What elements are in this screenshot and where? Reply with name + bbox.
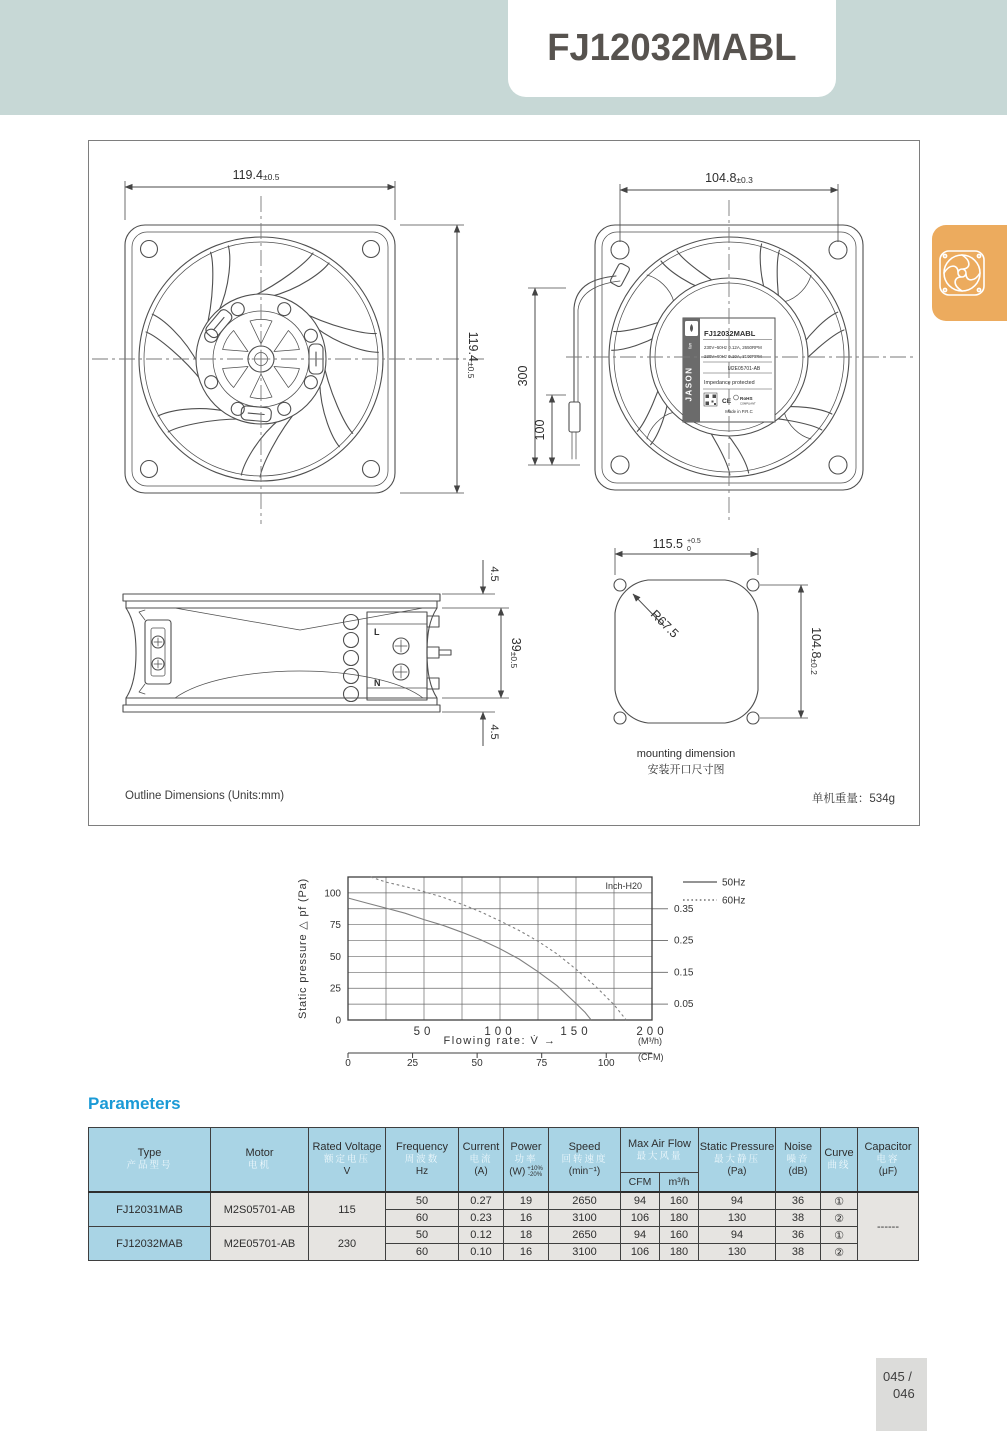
mounting-width-tol-upper: +0.5 xyxy=(687,538,701,545)
cell-static-pressure: 94 xyxy=(699,1227,776,1244)
mounting-width-dimension xyxy=(615,537,758,575)
svg-text:(M³/h): (M³/h) xyxy=(638,1036,662,1046)
flange-bottom-dim-label: 4.5 xyxy=(488,724,500,740)
label-model: FJ12032MABL xyxy=(704,329,756,338)
mounting-width-tol-lower: 0 xyxy=(687,546,691,553)
label-rating-60: 230V~60Hz 0.10A, 3100RPM xyxy=(704,354,762,359)
cell-speed: 2650 xyxy=(549,1192,621,1210)
cell-noise: 38 xyxy=(776,1244,821,1261)
mounting-height-dim-label: 104.8±0.2 xyxy=(809,627,823,675)
outline-units-note: Outline Dimensions (Units:mm) xyxy=(125,790,285,802)
side-dimensions xyxy=(442,560,523,746)
rohs-mark: RoHS xyxy=(740,396,753,401)
svg-text:0: 0 xyxy=(335,1015,341,1027)
terminal-neutral-label: N xyxy=(374,678,381,688)
svg-text:75: 75 xyxy=(536,1058,548,1069)
col-header-airflow: Max Air Flow 最大风量 xyxy=(621,1128,699,1173)
col-header-noise: Noise 噪音 (dB) xyxy=(776,1128,821,1193)
cell-current: 0.27 xyxy=(459,1192,504,1210)
col-header-type: Type 产品型号 xyxy=(89,1128,211,1193)
cell-freq: 60 xyxy=(386,1210,459,1227)
cell-motor-1: M2S05701-AB xyxy=(211,1192,309,1227)
cell-power: 16 xyxy=(504,1244,549,1261)
fan-icon xyxy=(936,247,988,299)
cell-freq: 50 xyxy=(386,1192,459,1210)
title-box xyxy=(508,0,836,97)
svg-text:50Hz: 50Hz xyxy=(722,877,746,889)
cell-power: 18 xyxy=(504,1227,549,1244)
header-band xyxy=(0,0,1007,115)
cell-static-pressure: 130 xyxy=(699,1244,776,1261)
svg-text:25: 25 xyxy=(329,983,341,995)
front-view-drawing xyxy=(88,150,490,545)
label-motor-code: M2E05701-AB xyxy=(727,366,761,372)
lead-length-dimension xyxy=(516,288,580,465)
cell-type-1: FJ12031MAB xyxy=(89,1192,211,1227)
mounting-caption-en: mounting dimension xyxy=(636,748,736,760)
depth-dim-label: 39±0.5 xyxy=(509,637,523,669)
mounting-view-drawing xyxy=(580,520,920,800)
cell-noise: 38 xyxy=(776,1210,821,1227)
cell-m3h: 160 xyxy=(660,1192,699,1210)
col-header-motor: Motor 电机 xyxy=(211,1128,309,1193)
col-header-current: Current 电流 (A) xyxy=(459,1128,504,1193)
col-header-capacitor: Capacitor 电容 (μF) xyxy=(858,1128,919,1193)
mounting-height-dimension xyxy=(760,585,823,718)
cell-curve: ① xyxy=(821,1227,858,1244)
col-header-voltage: Rated Voltage 额定电压 V xyxy=(309,1128,386,1193)
svg-text:0.05: 0.05 xyxy=(674,999,694,1011)
cell-cfm: 106 xyxy=(621,1210,660,1227)
corner-radius-dimension xyxy=(633,594,681,641)
side-tab xyxy=(932,225,1007,321)
col-header-power: Power 功率 (W) +10% -20% xyxy=(504,1128,549,1193)
col-header-m3h: m³/h xyxy=(660,1173,699,1193)
cell-speed: 2650 xyxy=(549,1227,621,1244)
cell-voltage-1: 115 xyxy=(309,1192,386,1227)
mounting-width-dim-label: 115.5 xyxy=(652,537,683,551)
svg-text:100: 100 xyxy=(324,888,341,900)
front-width-dim-label: 119.4±0.5 xyxy=(232,168,280,182)
cell-noise: 36 xyxy=(776,1192,821,1210)
cell-voltage-2: 230 xyxy=(309,1227,386,1261)
cell-current: 0.23 xyxy=(459,1210,504,1227)
svg-text:100: 100 xyxy=(597,1058,615,1069)
cell-curve: ① xyxy=(821,1192,858,1210)
rohs-sub: COMPLIANT xyxy=(740,402,756,406)
parameters-table xyxy=(88,1127,919,1261)
svg-text:100: 100 xyxy=(484,1026,516,1038)
label-made-in: Made in P.R.C xyxy=(725,409,753,414)
terminal-block xyxy=(344,612,452,702)
cell-capacitor: ------ xyxy=(858,1192,919,1261)
svg-text:50: 50 xyxy=(329,951,341,963)
pq-curve-chart xyxy=(290,860,780,1080)
cell-cfm: 94 xyxy=(621,1192,660,1210)
mounting-caption-cn: 安装开口尺寸图 xyxy=(647,764,725,776)
label-protection: Impedance protected xyxy=(704,380,755,386)
cell-speed: 3100 xyxy=(549,1244,621,1261)
page-number-line2: 046 xyxy=(893,1386,915,1401)
page-number-line1: 045 / xyxy=(883,1369,912,1384)
col-header-curve: Curve 曲线 xyxy=(821,1128,858,1193)
lead-strip-dim-label: 100 xyxy=(533,419,547,441)
svg-text:200: 200 xyxy=(636,1026,668,1038)
cell-current: 0.12 xyxy=(459,1227,504,1244)
terminal-live-label: L xyxy=(374,627,380,637)
front-width-dimension xyxy=(125,168,395,220)
page-number-box xyxy=(876,1358,927,1431)
cell-noise: 36 xyxy=(776,1227,821,1244)
cell-current: 0.10 xyxy=(459,1244,504,1261)
cell-curve: ② xyxy=(821,1244,858,1261)
col-header-frequency: Frequency 周波数 Hz xyxy=(386,1128,459,1193)
cell-m3h: 180 xyxy=(660,1210,699,1227)
rear-wire xyxy=(569,262,630,459)
cell-freq: 60 xyxy=(386,1244,459,1261)
cell-static-pressure: 130 xyxy=(699,1210,776,1227)
svg-text:150: 150 xyxy=(560,1026,592,1038)
side-frame xyxy=(123,594,451,712)
svg-text:50: 50 xyxy=(413,1026,435,1038)
cell-cfm: 94 xyxy=(621,1227,660,1244)
parameters-heading: Parameters xyxy=(88,1094,181,1113)
side-view-drawing xyxy=(95,550,525,750)
cell-power: 19 xyxy=(504,1192,549,1210)
svg-text:25: 25 xyxy=(406,1058,419,1069)
svg-text:0: 0 xyxy=(345,1058,351,1069)
cell-curve: ② xyxy=(821,1210,858,1227)
front-height-dim-label: 119.4±0.5 xyxy=(466,331,480,379)
cell-type-2: FJ12032MAB xyxy=(89,1227,211,1261)
svg-text:Inch-H20: Inch-H20 xyxy=(605,881,642,891)
ce-mark: CE xyxy=(722,398,732,405)
rear-view-drawing xyxy=(516,150,920,545)
corner-radius-label: R67.5 xyxy=(647,607,682,641)
mounting-cutout-outline xyxy=(614,579,759,724)
table-row xyxy=(89,1192,919,1210)
svg-text:Static pressure △ pf (Pa): Static pressure △ pf (Pa) xyxy=(297,878,309,1019)
cell-m3h: 180 xyxy=(660,1244,699,1261)
cell-static-pressure: 94 xyxy=(699,1192,776,1210)
col-header-cfm: CFM xyxy=(621,1173,660,1193)
svg-text:50: 50 xyxy=(471,1058,483,1069)
cable-clamp xyxy=(139,610,171,694)
svg-text:0.35: 0.35 xyxy=(674,903,694,915)
cell-m3h: 160 xyxy=(660,1227,699,1244)
page-title: FJ12032MABL xyxy=(547,27,797,69)
svg-text:0.15: 0.15 xyxy=(674,967,694,979)
cell-motor-2: M2E05701-AB xyxy=(211,1227,309,1261)
unit-weight-note: 单机重量：534g xyxy=(811,793,895,805)
cell-freq: 50 xyxy=(386,1227,459,1244)
cell-power: 16 xyxy=(504,1210,549,1227)
svg-text:75: 75 xyxy=(329,920,341,932)
label-rating-50: 230V~50Hz 0.12A, 2650RPM xyxy=(704,345,762,350)
svg-text:Flowing rate: V̇ →: Flowing rate: V̇ → xyxy=(443,1035,557,1047)
brand-prefix: fan xyxy=(687,343,693,349)
table-row xyxy=(89,1227,919,1244)
cell-speed: 3100 xyxy=(549,1210,621,1227)
svg-text:60Hz: 60Hz xyxy=(722,895,746,907)
col-header-static-pressure: Static Pressure 最大静压 (Pa) xyxy=(699,1128,776,1193)
svg-text:(CFM): (CFM) xyxy=(638,1052,664,1062)
cell-cfm: 106 xyxy=(621,1244,660,1261)
rear-width-dim-label: 104.8±0.3 xyxy=(705,171,753,185)
flange-top-dim-label: 4.5 xyxy=(488,566,500,582)
svg-text:0.25: 0.25 xyxy=(674,935,694,947)
lead-length-dim-label: 300 xyxy=(516,365,530,387)
brand-name: JASON xyxy=(684,366,694,402)
col-header-speed: Speed 回转速度 (min⁻¹) xyxy=(549,1128,621,1193)
